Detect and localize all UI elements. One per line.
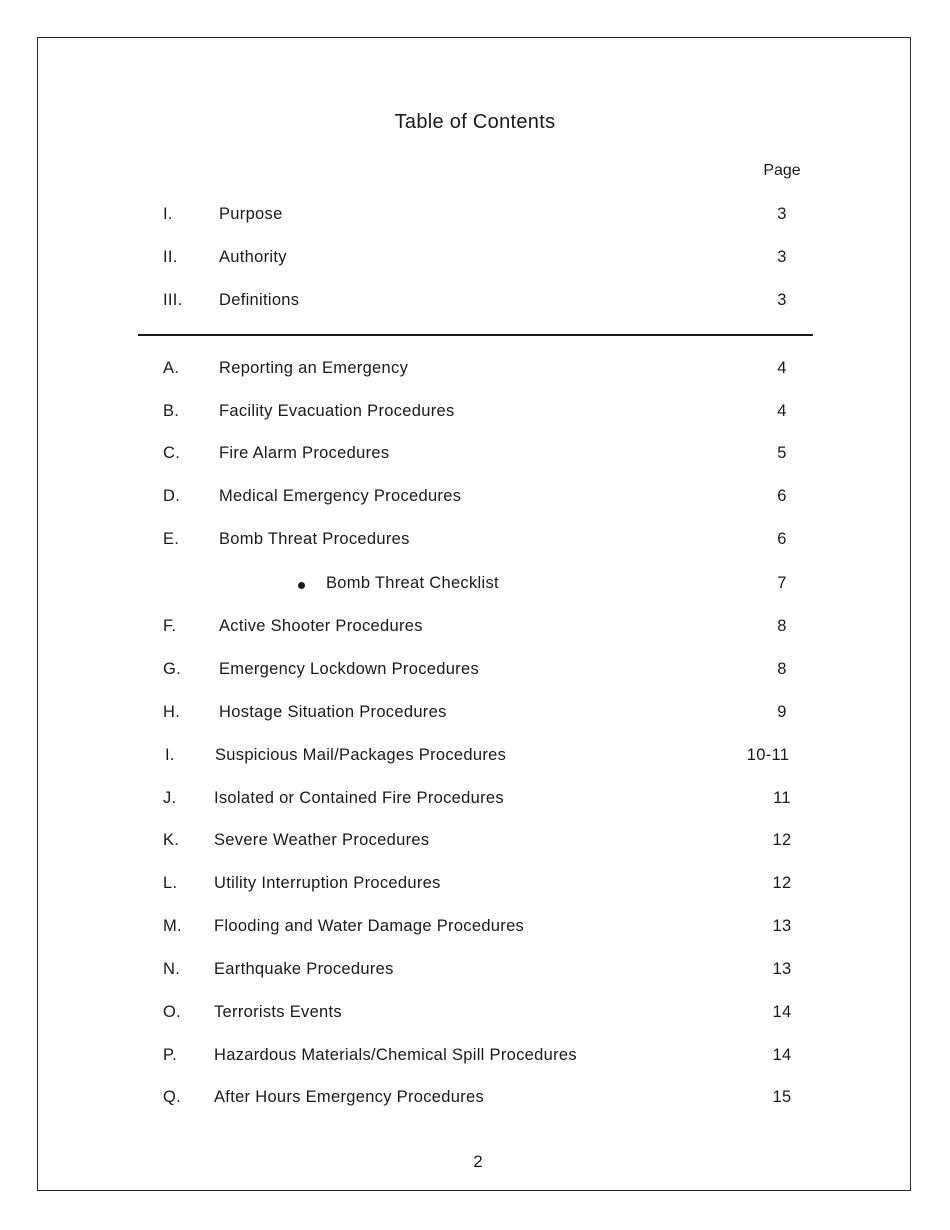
toc-entry-label: Reporting an Emergency: [219, 359, 409, 377]
toc-entry-suspicious-mail: [0, 746, 950, 770]
toc-entry-page: 12: [772, 831, 792, 849]
toc-entry-page: 4: [777, 359, 787, 377]
toc-entry-page: 4: [777, 402, 787, 420]
toc-entry-number: C.: [163, 444, 181, 462]
toc-entry-page: 12: [772, 874, 792, 892]
toc-entry-label: Bomb Threat Procedures: [219, 530, 410, 548]
toc-entry-label: Purpose: [219, 205, 283, 223]
toc-entry-label: Active Shooter Procedures: [219, 617, 423, 635]
toc-entry-page: 6: [777, 530, 787, 548]
toc-entry-number: F.: [163, 617, 177, 635]
toc-entry-number: L.: [163, 874, 178, 892]
page-number: 2: [473, 1152, 483, 1171]
toc-entry-label: Definitions: [219, 291, 300, 309]
toc-entry-number: III.: [163, 291, 183, 309]
bullet-icon: [298, 582, 305, 589]
toc-entry-page: 7: [777, 574, 787, 592]
toc-entry-number: J.: [163, 789, 177, 807]
toc-entry-page: 11: [773, 789, 791, 807]
toc-entry-page: 8: [777, 660, 787, 678]
toc-entry-facility-evacuation: [0, 402, 950, 426]
toc-entry-definitions: [0, 291, 950, 315]
toc-entry-purpose: [0, 205, 950, 229]
section-divider: [138, 334, 813, 336]
toc-entry-number: I.: [163, 205, 173, 223]
toc-entry-bomb-threat: [0, 530, 950, 554]
toc-entry-label: Emergency Lockdown Procedures: [219, 660, 479, 678]
toc-entry-number: N.: [163, 960, 181, 978]
toc-subentry-bomb-threat-checklist: [0, 574, 950, 598]
toc-entry-number: I.: [165, 746, 175, 764]
toc-entry-page: 5: [777, 444, 787, 462]
toc-entry-label: Flooding and Water Damage Procedures: [214, 917, 525, 935]
toc-entry-active-shooter: [0, 617, 950, 641]
toc-entry-label: Hazardous Materials/Chemical Spill Procedures: [214, 1046, 577, 1064]
toc-entry-number: E.: [163, 530, 180, 548]
toc-entry-label: Fire Alarm Procedures: [219, 444, 390, 462]
toc-entry-page: 8: [777, 617, 787, 635]
toc-entry-utility-interruption: [0, 874, 950, 898]
toc-entry-number: D.: [163, 487, 181, 505]
toc-entry-label: Medical Emergency Procedures: [219, 487, 462, 505]
toc-entry-flooding: [0, 917, 950, 941]
toc-entry-page: 3: [777, 291, 787, 309]
toc-entry-medical-emergency: [0, 487, 950, 511]
toc-entry-page: 3: [777, 205, 787, 223]
toc-entry-number: P.: [163, 1046, 178, 1064]
toc-entry-page: 9: [777, 703, 787, 721]
toc-entry-page: 14: [772, 1003, 792, 1021]
toc-entry-page: 13: [772, 960, 792, 978]
toc-entry-reporting-emergency: [0, 359, 950, 383]
toc-entry-isolated-fire: [0, 789, 950, 813]
toc-entry-hostage-situation: [0, 703, 950, 727]
toc-entry-label: Severe Weather Procedures: [214, 831, 430, 849]
toc-entry-number: M.: [163, 917, 182, 935]
toc-entry-hazardous-materials: [0, 1046, 950, 1070]
toc-entry-severe-weather: [0, 831, 950, 855]
toc-entry-label: Authority: [219, 248, 287, 266]
toc-entry-number: H.: [163, 703, 181, 721]
toc-entry-label: Isolated or Contained Fire Procedures: [214, 789, 504, 807]
toc-entry-label: Facility Evacuation Procedures: [219, 402, 455, 420]
toc-entry-terrorists-events: [0, 1003, 950, 1027]
toc-entry-number: K.: [163, 831, 180, 849]
toc-entry-authority: [0, 248, 950, 272]
toc-entry-number: G.: [163, 660, 182, 678]
toc-entry-number: Q.: [163, 1088, 182, 1106]
toc-entry-label: Suspicious Mail/Packages Procedures: [215, 746, 507, 764]
toc-entry-label: Earthquake Procedures: [214, 960, 394, 978]
toc-entry-emergency-lockdown: [0, 660, 950, 684]
toc-entry-label: Hostage Situation Procedures: [219, 703, 447, 721]
page-title: Table of Contents: [394, 111, 556, 133]
toc-entry-number: II.: [163, 248, 178, 266]
toc-entry-page: 15: [772, 1088, 792, 1106]
toc-entry-fire-alarm: [0, 444, 950, 468]
toc-entry-after-hours: [0, 1088, 950, 1112]
toc-entry-label: Utility Interruption Procedures: [214, 874, 441, 892]
toc-entry-page: 3: [777, 248, 787, 266]
toc-entry-earthquake: [0, 960, 950, 984]
toc-entry-page: 14: [772, 1046, 792, 1064]
toc-entry-number: A.: [163, 359, 180, 377]
page-column-header: Page: [763, 162, 801, 179]
toc-entry-number: B.: [163, 402, 180, 420]
toc-entry-label: After Hours Emergency Procedures: [214, 1088, 485, 1106]
toc-entry-label: Terrorists Events: [214, 1003, 342, 1021]
toc-entry-label: Bomb Threat Checklist: [326, 574, 499, 592]
toc-entry-page: 10-11: [746, 746, 790, 764]
toc-entry-number: O.: [163, 1003, 182, 1021]
toc-entry-page: 6: [777, 487, 787, 505]
toc-entry-page: 13: [772, 917, 792, 935]
